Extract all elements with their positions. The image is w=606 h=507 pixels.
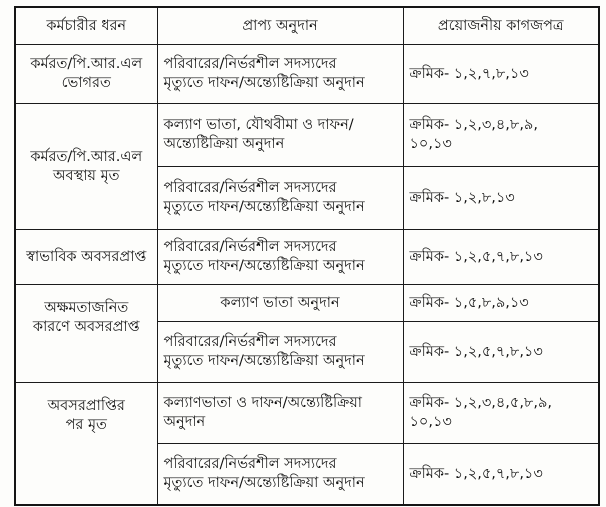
table-row: [15, 230, 599, 285]
employee-type-cell: [15, 383, 157, 506]
grant-line: পরিবারের/নির্ভরশীল সদস্যদের: [163, 456, 337, 472]
documents-cell: [403, 45, 599, 104]
table-row: [15, 104, 599, 167]
documents-line: ১০,১৩: [409, 414, 452, 430]
employee-type-line: অক্ষমতাজনিত: [44, 300, 129, 316]
employee-type-line: কারণে অবসরপ্রাপ্ত: [32, 319, 140, 335]
grant-cell: [157, 322, 403, 383]
grant-line: পরিবারের/নির্ভরশীল সদস্যদের: [163, 180, 337, 196]
employee-type-line: স্বাভাবিক অবসরপ্রাপ্ত: [26, 248, 147, 265]
employee-type-line: কর্মরত/পি.আর.এল: [30, 56, 143, 72]
documents-cell: [403, 285, 599, 322]
grant-line: মৃত্যুতে দাফন/অন্ত্যেষ্টিক্রিয়া অনুদান: [163, 199, 365, 215]
grant-line: অনুদান: [163, 414, 206, 430]
grant-cell: [157, 383, 403, 444]
documents-line: ১০,১৩: [409, 136, 452, 152]
documents-line: ক্রমিক- ১,২,৭,৮,১৩: [409, 65, 529, 82]
header-grant: প্রাপ্য অনুদান: [157, 7, 403, 45]
grant-line: মৃত্যুতে দাফন/অন্ত্যেষ্টিক্রিয়া অনুদান: [163, 258, 365, 274]
employee-type-line: কর্মরত/পি.আর.এল: [30, 148, 143, 165]
documents-line: ক্রমিক- ১,২,৩,৪,৮,৯,: [409, 117, 538, 133]
table-row: [15, 285, 599, 322]
employee-type-cell: [15, 104, 157, 230]
grant-line: মৃত্যুতে দাফন/অন্ত্যেষ্টিক্রিয়া অনুদান: [163, 353, 365, 369]
documents-line: ক্রমিক- ১,২,৫,৭,৮,১৩: [409, 248, 543, 265]
employee-type-line: অবস্থায় মৃত: [52, 167, 120, 184]
grant-cell: [157, 285, 403, 322]
grant-cell: [157, 444, 403, 506]
table-row: [15, 383, 599, 444]
employee-type-line: পর মৃত: [65, 417, 107, 433]
grant-line: পরিবারের/নির্ভরশীল সদস্যদের: [163, 334, 337, 350]
grant-line: অন্ত্যেষ্টিক্রিয়া অনুদান: [163, 136, 285, 152]
grant-line: মৃত্যুতে দাফন/অন্ত্যেষ্টিক্রিয়া অনুদান: [163, 75, 365, 91]
documents-cell: [403, 167, 599, 230]
documents-cell: [403, 383, 599, 444]
table-row: [15, 45, 599, 104]
grant-cell: [157, 104, 403, 167]
header-employee-type: কর্মচারীর ধরন: [15, 7, 157, 45]
grant-cell: [157, 230, 403, 285]
grant-requirements-table: [14, 6, 600, 506]
header-documents: প্রয়োজনীয় কাগজপত্র: [403, 7, 599, 45]
documents-cell: [403, 230, 599, 285]
employee-type-cell: [15, 285, 157, 383]
grant-line: কল্যাণ ভাতা অনুদান: [220, 294, 340, 311]
table-header-row: [15, 7, 599, 45]
grant-cell: [157, 167, 403, 230]
employee-type-cell: [15, 45, 157, 104]
employee-type-line: অবসরপ্রাপ্তির: [47, 398, 125, 414]
documents-cell: [403, 444, 599, 506]
grant-line: পরিবারের/নির্ভরশীল সদস্যদের: [163, 56, 337, 72]
employee-type-cell: [15, 230, 157, 285]
documents-cell: [403, 104, 599, 167]
grant-line: কল্যাণভাতা ও দাফন/অন্ত্যেষ্টিক্রিয়া: [163, 395, 363, 411]
documents-line: ক্রমিক- ১,২,৫,৭,৮,১৩: [409, 465, 543, 482]
documents-line: ক্রমিক- ১,২,৮,১৩: [409, 189, 515, 206]
documents-line: ক্রমিক- ১,২,৩,৪,৫,৮,৯,: [409, 395, 552, 411]
grant-line: পরিবারের/নির্ভরশীল সদস্যদের: [163, 239, 337, 255]
employee-type-line: ভোগরত: [61, 75, 111, 91]
documents-cell: [403, 322, 599, 383]
documents-line: ক্রমিক- ১,২,৫,৭,৮,১৩: [409, 343, 543, 360]
documents-line: ক্রমিক- ১,৫,৮,৯,১৩: [409, 294, 529, 311]
grant-line: কল্যাণ ভাতা, যৌথবীমা ও দাফন/: [163, 117, 354, 133]
grant-line: মৃত্যুতে দাফন/অন্ত্যেষ্টিক্রিয়া অনুদান: [163, 475, 365, 491]
grant-cell: [157, 45, 403, 104]
